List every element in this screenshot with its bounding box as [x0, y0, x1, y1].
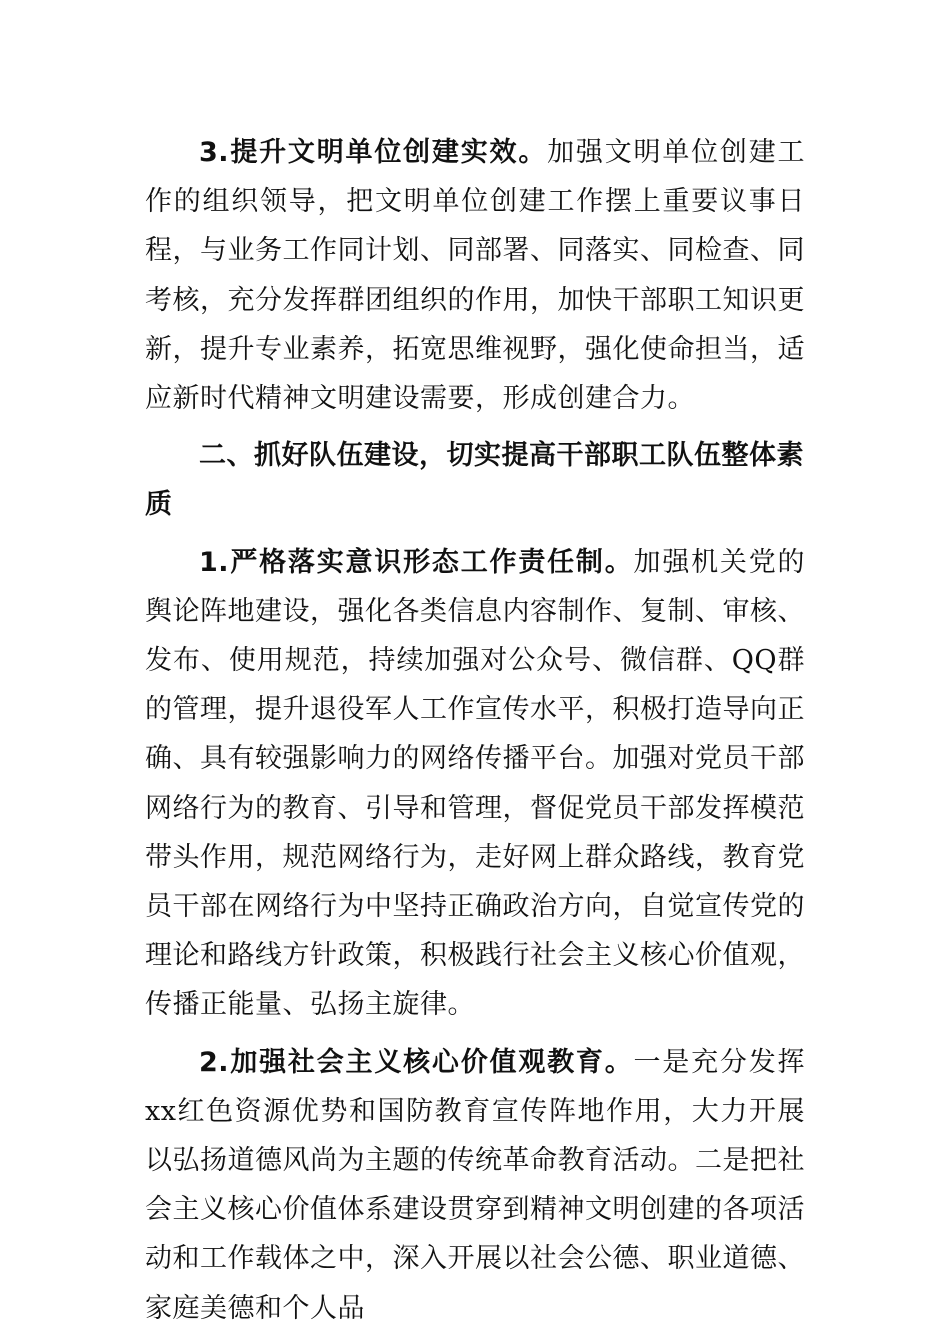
paragraph-body: 加强机关党的舆论阵地建设，强化各类信息内容制作、复制、审核、发布、使用规范，持续加强对公众号、微信群、QQ群的管理，提升退役军人工作宣传水平，积极打造导向正确、具有较强影响力的网络传播平台。加强对党员干部网络行为的教育、引导和管理，督促党员干部发挥模范带头作用，规范网络行为，走好网上群众路线，教育党员干部在网络行为中坚持正确政治方向，自觉宣传党的理论和路线方针政策，积极践行社会主义核心价值观，传播正能量、弘扬主旋律。	[145, 546, 806, 1021]
paragraph-lead: 2.加强社会主义核心价值观教育。	[199, 1046, 634, 1078]
paragraph-body: 加强文明单位创建工作的组织领导，把文明单位创建工作摆上重要议事日程，与业务工作同计划、同部署、同落实、同检查、同考核，充分发挥群团组织的作用，加快干部职工知识更新，提升专业素养，拓宽思维视野，强化使命担当，适应新时代精神文明建设需要，形成创建合力。	[145, 137, 806, 415]
section-heading: 二、抓好队伍建设，切实提高干部职工队伍整体素质	[145, 440, 804, 521]
paragraph-civilized-unit	[145, 128, 805, 423]
document-page	[145, 128, 805, 1333]
paragraph-body: 一是充分发挥xx红色资源优势和国防教育宣传阵地作用，大力开展以弘扬道德风尚为主题的传统革命教育活动。二是把社会主义核心价值体系建设贯穿到精神文明创建的各项活动和工作载体之中，深入开展以社会公德、职业道德、家庭美德和个人品	[145, 1046, 806, 1324]
paragraph-lead: 1.严格落实意识形态工作责任制。	[199, 546, 634, 578]
paragraph-ideology-responsibility	[145, 538, 805, 1030]
paragraph-lead: 3.提升文明单位创建实效。	[199, 137, 548, 168]
paragraph-core-values	[145, 1038, 805, 1333]
